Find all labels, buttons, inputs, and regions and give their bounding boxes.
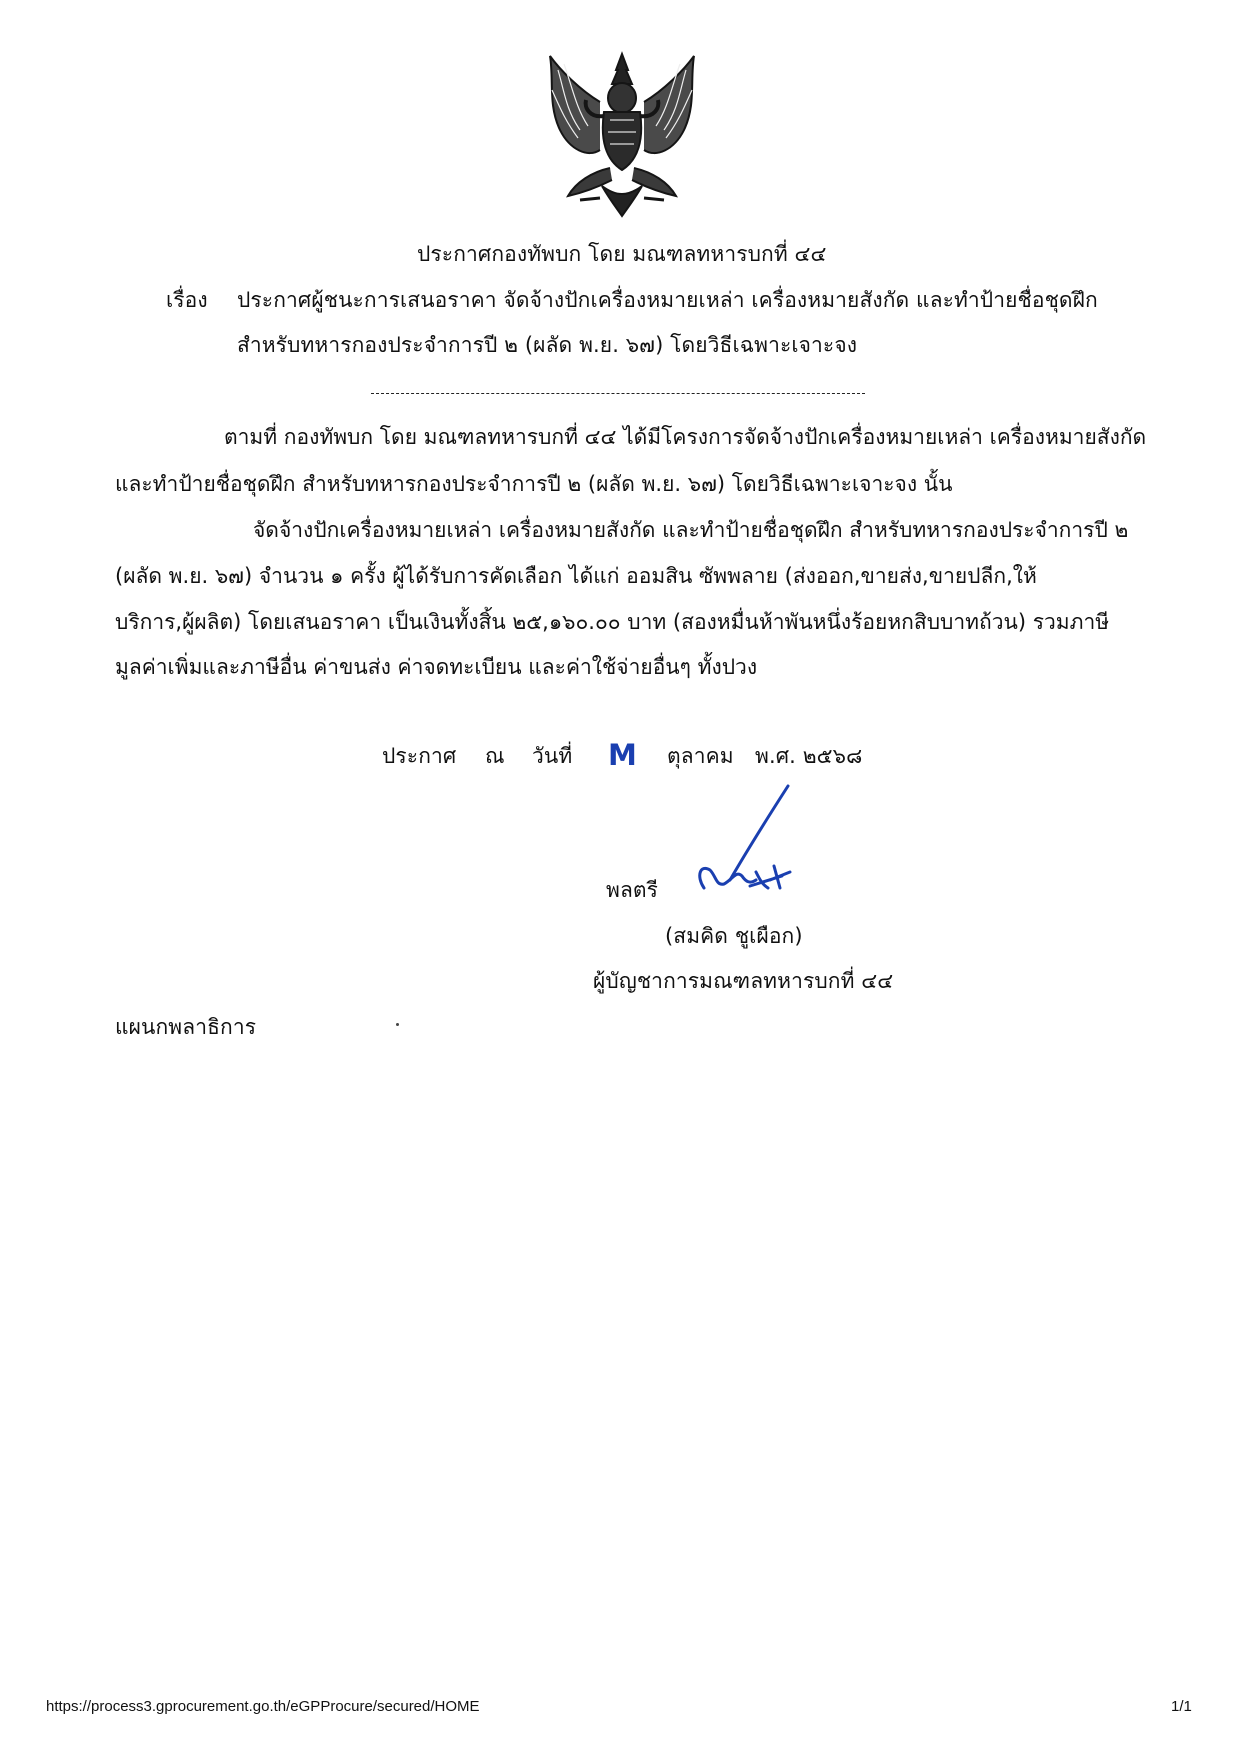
subject-line-1: ประกาศผู้ชนะการเสนอราคา จัดจ้างปักเครื่องหมายเหล่า เครื่องหมายสังกัด และทำป้ายชื่อชุดฝึก <box>237 288 1098 312</box>
para2-line2: (ผลัด พ.ย. ๖๗) จำนวน ๑ ครั้ง ผู้ได้รับการคัดเลือก ได้แก่ ออมสิน ซัพพลาย (ส่งออก,ขายส่ง,ขายปลีก,ให้ <box>115 564 1037 588</box>
date-month: ตุลาคม <box>667 744 734 768</box>
para2-line3: บริการ,ผู้ผลิต) โดยเสนอราคา เป็นเงินทั้งสิ้น ๒๕,๑๖๐.๐๐ บาท (สองหมื่นห้าพันหนึ่งร้อยหกสิบบาทถ้วน) รวมภาษี <box>115 610 1110 634</box>
signer-name: (สมคิด ชูเผือก) <box>665 924 803 948</box>
footer-page-number: 1/1 <box>1171 1698 1192 1715</box>
department-label: แผนกพลาธิการ <box>115 1015 257 1039</box>
subject-line-2: สำหรับทหารกองประจำการปี ๒ (ผลัด พ.ย. ๖๗) โดยวิธีเฉพาะเจาะจง <box>237 333 858 357</box>
para1-line1: ตามที่ กองทัพบก โดย มณฑลทหารบกที่ ๔๔ ได้มีโครงการจัดจ้างปักเครื่องหมายเหล่า เครื่องหมายสังกัด <box>224 425 1147 449</box>
garuda-emblem-icon <box>540 50 704 220</box>
subject-label: เรื่อง <box>166 288 208 312</box>
date-at: ณ <box>485 744 505 768</box>
signature-icon <box>690 780 800 900</box>
footer-url[interactable]: https://process3.gprocurement.go.th/eGPProcure/secured/HOME <box>46 1698 480 1715</box>
date-day-label: วันที่ <box>532 744 573 768</box>
para2-line4: มูลค่าเพิ่มและภาษีอื่น ค่าขนส่ง ค่าจดทะเบียน และค่าใช้จ่ายอื่นๆ ทั้งปวง <box>115 655 758 679</box>
scan-speck <box>396 1023 399 1026</box>
date-day-handwritten: M <box>608 738 637 772</box>
para1-line2: และทำป้ายชื่อชุดฝึก สำหรับทหารกองประจำการปี ๒ (ผลัด พ.ย. ๖๗) โดยวิธีเฉพาะเจาะจง นั้น <box>115 472 953 496</box>
signer-rank: พลตรี <box>606 878 659 902</box>
signer-position: ผู้บัญชาการมณฑลทหารบกที่ ๔๔ <box>593 969 894 993</box>
issuer-title: ประกาศกองทัพบก โดย มณฑลทหารบกที่ ๔๔ <box>417 242 827 266</box>
date-year: พ.ศ. ๒๕๖๘ <box>755 744 863 768</box>
header-divider <box>371 393 865 394</box>
para2-line1: จัดจ้างปักเครื่องหมายเหล่า เครื่องหมายสังกัด และทำป้ายชื่อชุดฝึก สำหรับทหารกองประจำการปี ๒ <box>253 518 1129 542</box>
date-announced: ประกาศ <box>382 744 457 768</box>
